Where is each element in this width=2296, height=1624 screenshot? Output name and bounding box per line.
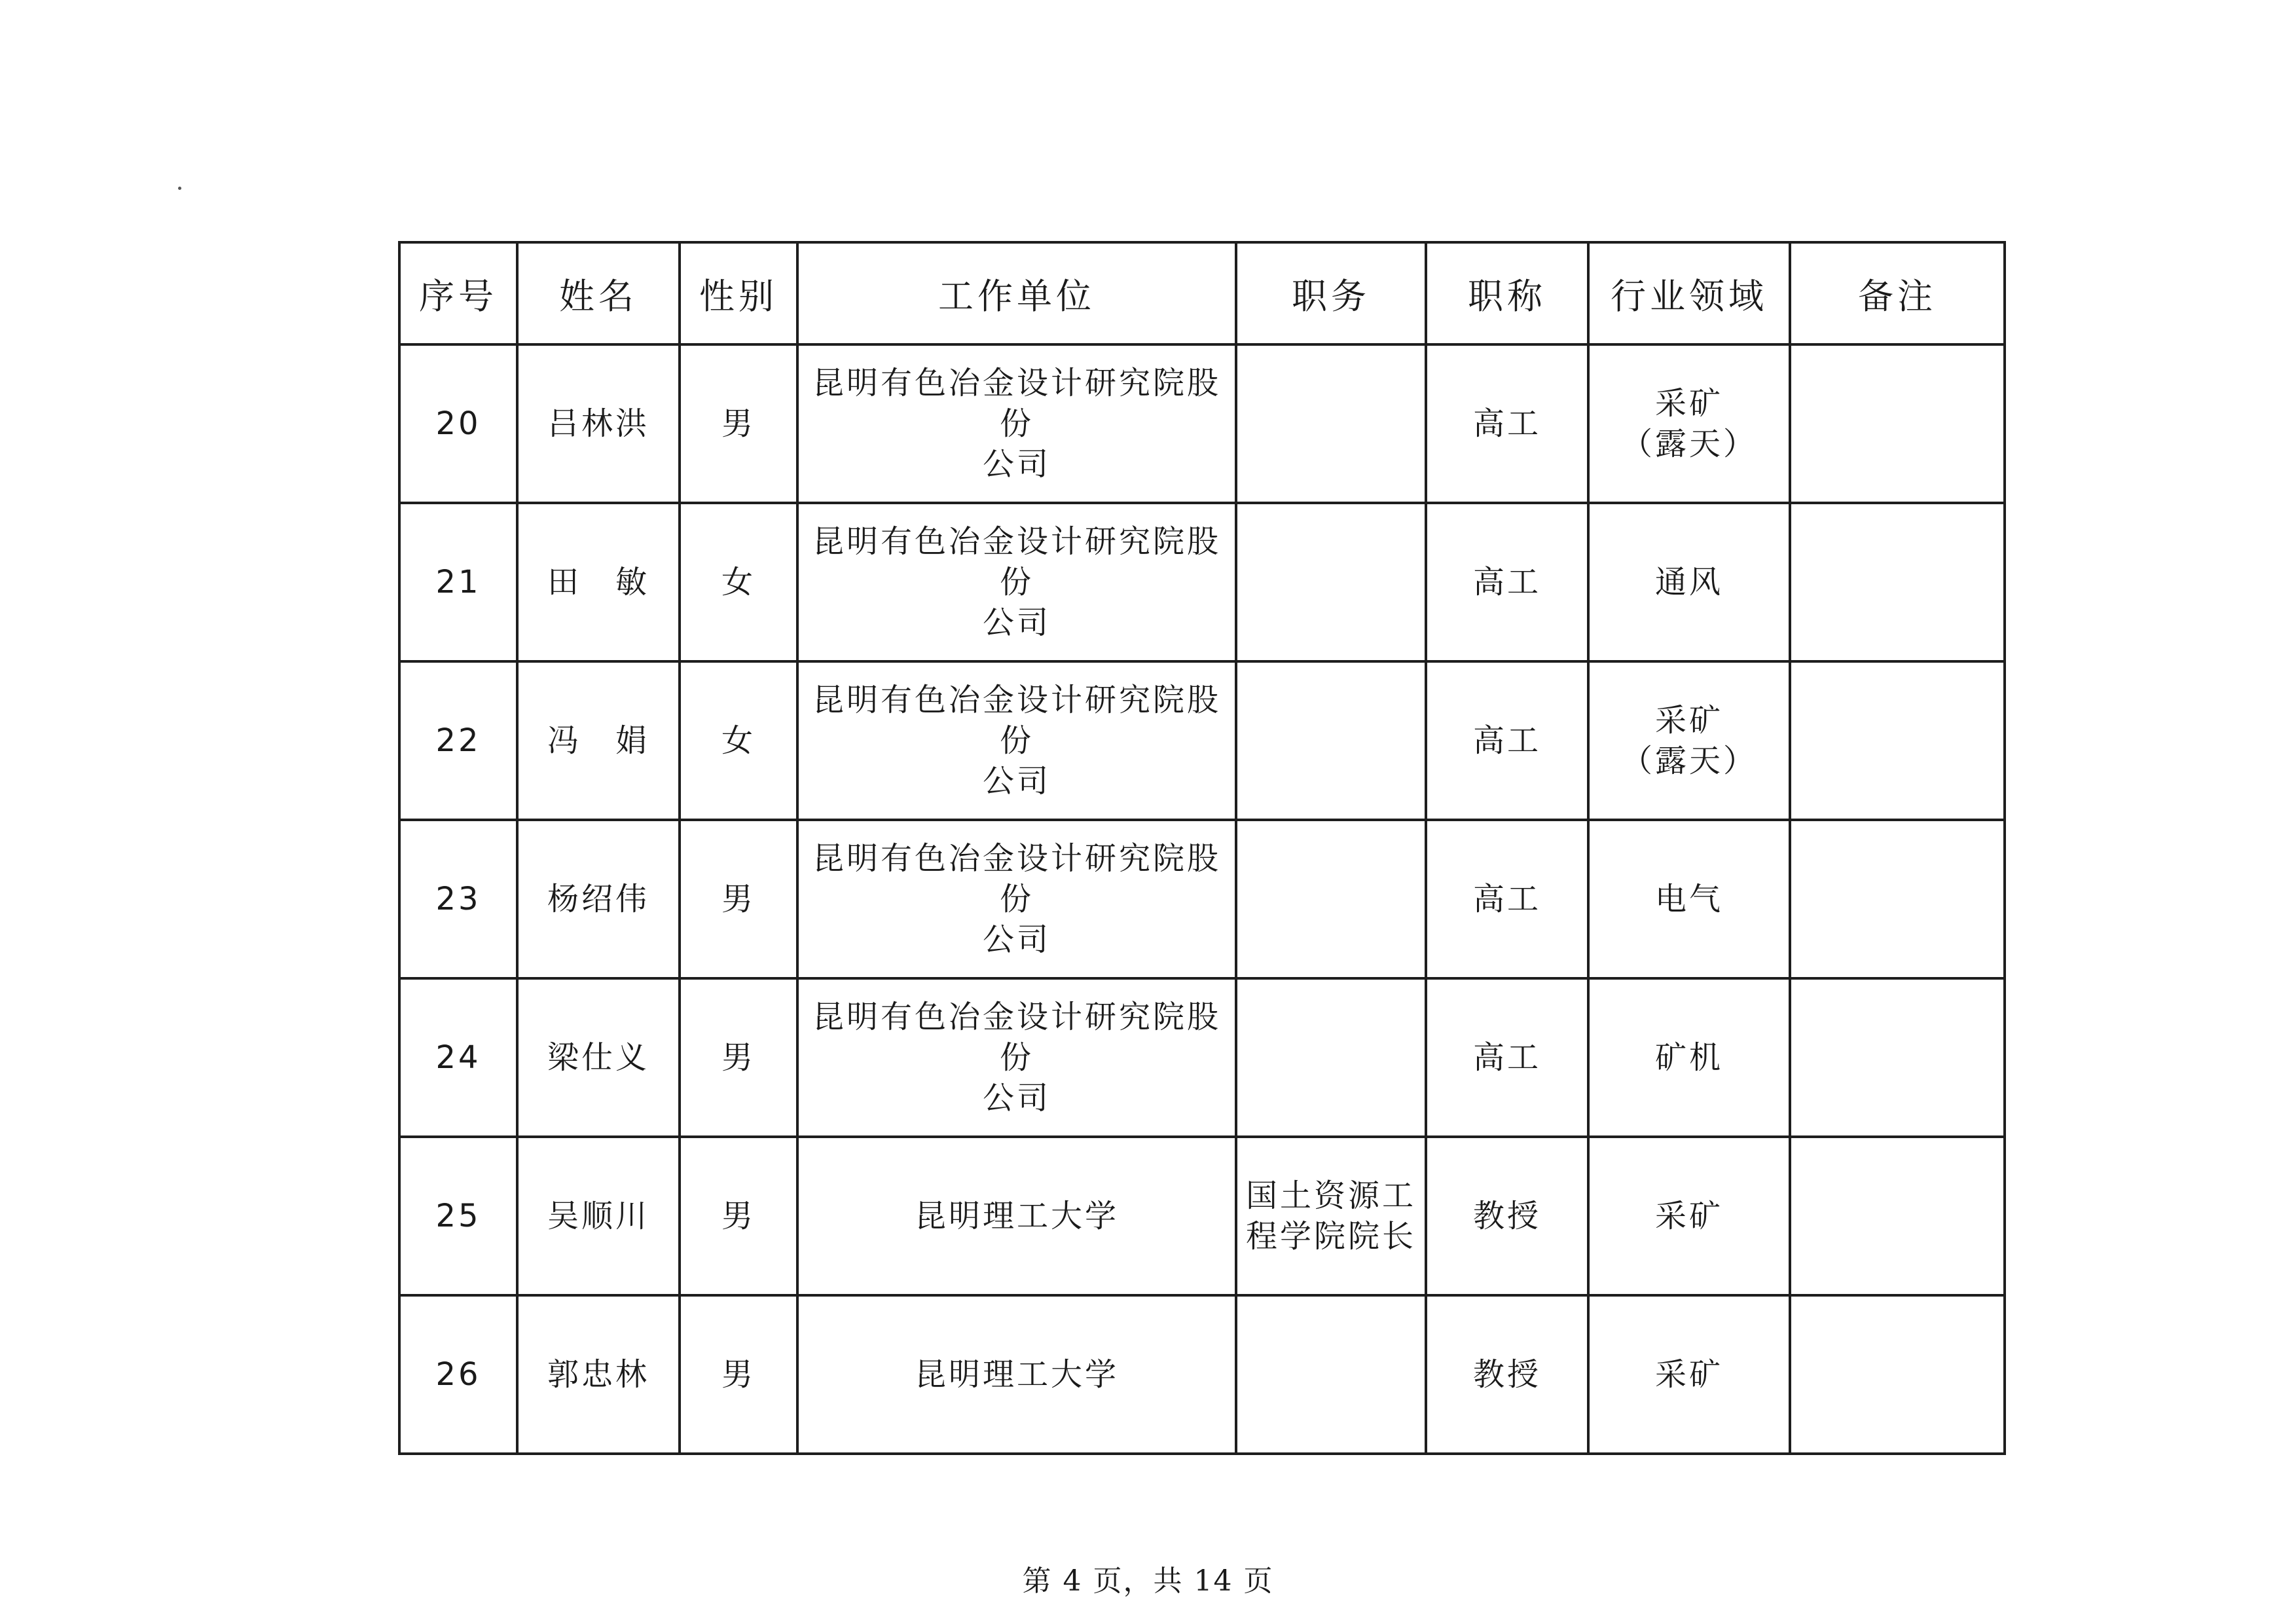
header-cell: 性别 bbox=[680, 242, 797, 344]
remarks-cell bbox=[1790, 344, 2005, 503]
work-unit-cell: 昆明有色冶金设计研究院股份 公司 bbox=[797, 820, 1236, 978]
industry-field-cell: 矿机 bbox=[1588, 978, 1790, 1137]
remarks-cell bbox=[1790, 1295, 2005, 1454]
table-row bbox=[399, 978, 2005, 1137]
gender-cell: 男 bbox=[680, 344, 797, 503]
expert-roster-table bbox=[398, 241, 2006, 1455]
serial-cell: 20 bbox=[399, 344, 517, 503]
position-cell bbox=[1236, 503, 1426, 661]
serial-cell: 22 bbox=[399, 661, 517, 820]
industry-field-cell: 电气 bbox=[1588, 820, 1790, 978]
serial-cell: 25 bbox=[399, 1137, 517, 1295]
gender-cell: 男 bbox=[680, 978, 797, 1137]
name-cell: 冯 娟 bbox=[517, 661, 680, 820]
name-cell: 郭忠林 bbox=[517, 1295, 680, 1454]
scan-speck bbox=[178, 187, 181, 190]
industry-field-cell: 采矿 bbox=[1588, 1137, 1790, 1295]
serial-cell: 24 bbox=[399, 978, 517, 1137]
work-unit-cell: 昆明有色冶金设计研究院股份 公司 bbox=[797, 661, 1236, 820]
title-cell: 高工 bbox=[1426, 661, 1588, 820]
position-cell bbox=[1236, 1295, 1426, 1454]
table-header-row bbox=[399, 242, 2005, 344]
serial-cell: 23 bbox=[399, 820, 517, 978]
name-cell: 田 敏 bbox=[517, 503, 680, 661]
table-row bbox=[399, 661, 2005, 820]
table-row bbox=[399, 820, 2005, 978]
position-cell bbox=[1236, 820, 1426, 978]
table-row bbox=[399, 344, 2005, 503]
title-cell: 教授 bbox=[1426, 1295, 1588, 1454]
name-cell: 梁仕义 bbox=[517, 978, 680, 1137]
remarks-cell bbox=[1790, 1137, 2005, 1295]
work-unit-cell: 昆明理工大学 bbox=[797, 1295, 1236, 1454]
header-cell: 行业领域 bbox=[1588, 242, 1790, 344]
remarks-cell bbox=[1790, 503, 2005, 661]
header-cell: 序号 bbox=[399, 242, 517, 344]
gender-cell: 男 bbox=[680, 820, 797, 978]
industry-field-cell: 采矿 （露天） bbox=[1588, 344, 1790, 503]
header-cell: 备注 bbox=[1790, 242, 2005, 344]
position-cell: 国土资源工 程学院院长 bbox=[1236, 1137, 1426, 1295]
name-cell: 吴顺川 bbox=[517, 1137, 680, 1295]
gender-cell: 男 bbox=[680, 1137, 797, 1295]
serial-cell: 26 bbox=[399, 1295, 517, 1454]
remarks-cell bbox=[1790, 978, 2005, 1137]
title-cell: 高工 bbox=[1426, 344, 1588, 503]
header-cell: 职务 bbox=[1236, 242, 1426, 344]
name-cell: 杨绍伟 bbox=[517, 820, 680, 978]
title-cell: 高工 bbox=[1426, 503, 1588, 661]
industry-field-cell: 通风 bbox=[1588, 503, 1790, 661]
work-unit-cell: 昆明理工大学 bbox=[797, 1137, 1236, 1295]
table-row bbox=[399, 503, 2005, 661]
industry-field-cell: 采矿 （露天） bbox=[1588, 661, 1790, 820]
remarks-cell bbox=[1790, 820, 2005, 978]
table-row bbox=[399, 1295, 2005, 1454]
title-cell: 高工 bbox=[1426, 978, 1588, 1137]
position-cell bbox=[1236, 344, 1426, 503]
remarks-cell bbox=[1790, 661, 2005, 820]
work-unit-cell: 昆明有色冶金设计研究院股份 公司 bbox=[797, 344, 1236, 503]
name-cell: 吕林洪 bbox=[517, 344, 680, 503]
gender-cell: 女 bbox=[680, 661, 797, 820]
position-cell bbox=[1236, 978, 1426, 1137]
page-number-footer: 第 4 页，共 14 页 bbox=[1022, 1564, 1274, 1598]
position-cell bbox=[1236, 661, 1426, 820]
table-row bbox=[399, 1137, 2005, 1295]
work-unit-cell: 昆明有色冶金设计研究院股份 公司 bbox=[797, 978, 1236, 1137]
header-cell: 姓名 bbox=[517, 242, 680, 344]
gender-cell: 女 bbox=[680, 503, 797, 661]
serial-cell: 21 bbox=[399, 503, 517, 661]
header-cell: 职称 bbox=[1426, 242, 1588, 344]
industry-field-cell: 采矿 bbox=[1588, 1295, 1790, 1454]
work-unit-cell: 昆明有色冶金设计研究院股份 公司 bbox=[797, 503, 1236, 661]
title-cell: 高工 bbox=[1426, 820, 1588, 978]
header-cell: 工作单位 bbox=[797, 242, 1236, 344]
gender-cell: 男 bbox=[680, 1295, 797, 1454]
title-cell: 教授 bbox=[1426, 1137, 1588, 1295]
